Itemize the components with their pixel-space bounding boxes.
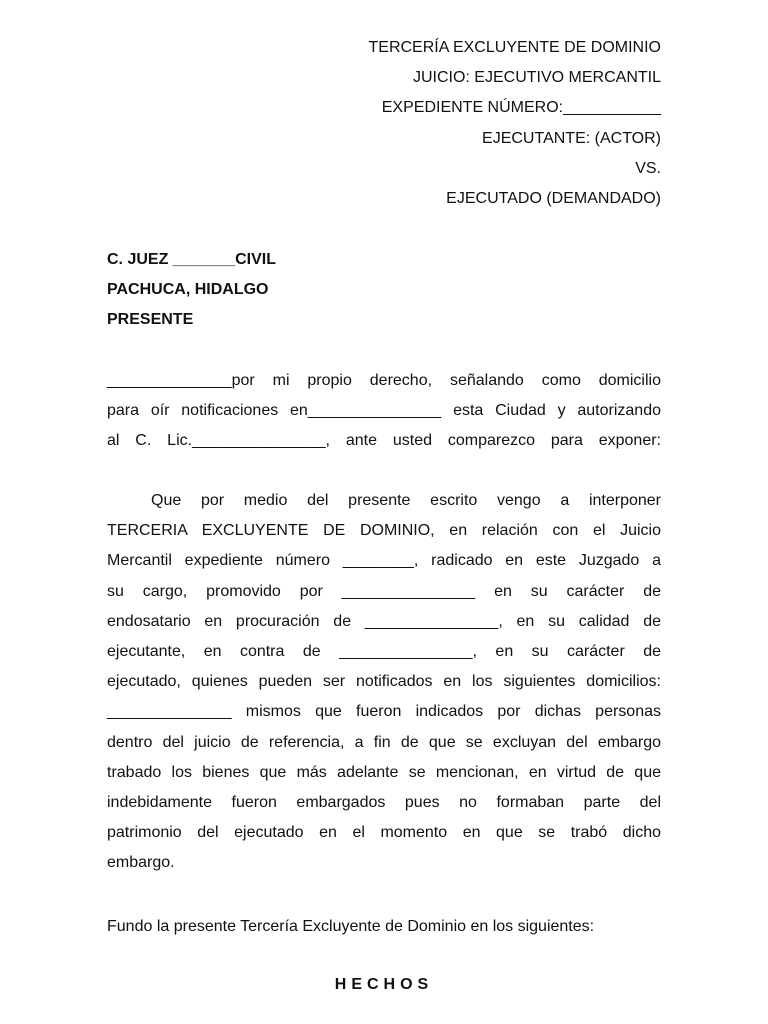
addressee-judge: C. JUEZ _______CIVIL — [107, 251, 276, 268]
header-defendant: EJECUTADO (DEMANDADO) — [446, 189, 661, 207]
paragraph-line: Mercantil expediente número ________, radicado en este Juzgado a — [107, 552, 661, 570]
section-heading-hechos: HECHOS — [334, 976, 434, 993]
paragraph-line: trabado los bienes que más adelante se mencionan, en virtud de que — [107, 763, 661, 781]
intro-paragraph — [107, 366, 661, 457]
paragraph-line: TERCERIA EXCLUYENTE DE DOMINIO, en relación con el Juicio — [107, 522, 661, 540]
paragraph-line: dentro del juicio de referencia, a fin de que se excluyan del embargo — [107, 733, 661, 751]
paragraph-line: su cargo, promovido por _______________ en su carácter de — [107, 582, 661, 600]
grounds-paragraph — [107, 912, 661, 942]
header-plaintiff: EJECUTANTE: (ACTOR) — [482, 129, 661, 147]
paragraph-line: Fundo la presente Tercería Excluyente de Dominio en los siguientes: — [107, 918, 595, 935]
paragraph-line: embargo. — [107, 854, 175, 872]
paragraph-line: indebidamente fueron embargados pues no formaban parte del — [107, 793, 661, 811]
case-header — [107, 33, 661, 214]
paragraph-line: al C. Lic._______________, ante usted comparezco para exponer: — [107, 432, 661, 450]
paragraph-line: ejecutado, quienes pueden ser notificados en los siguientes domicilios: — [107, 673, 661, 691]
paragraph-line: para oír notificaciones en_______________ esta Ciudad y autorizando — [107, 402, 661, 420]
header-file-number: EXPEDIENTE NÚMERO:___________ — [381, 99, 661, 117]
paragraph-line: endosatario en procuración de _______________, en su calidad de — [107, 612, 661, 630]
addressee-city: PACHUCA, HIDALGO — [107, 281, 269, 299]
header-versus: VS. — [635, 159, 661, 177]
header-title: TERCERÍA EXCLUYENTE DE DOMINIO — [368, 39, 661, 56]
addressee-block — [107, 245, 661, 336]
addressee-present: PRESENTE — [107, 311, 194, 329]
paragraph-line: Que por medio del presente escrito vengo a interponer — [151, 492, 661, 509]
paragraph-line: patrimonio del ejecutado en el momento en que se trabó dicho — [107, 824, 661, 842]
paragraph-line: ______________ mismos que fueron indicados por dichas personas — [107, 703, 661, 721]
header-trial-type: JUICIO: EJECUTIVO MERCANTIL — [412, 69, 661, 87]
paragraph-line: ejecutante, en contra de _______________, en su carácter de — [107, 642, 661, 660]
paragraph-line: ______________por mi propio derecho, señalando como domicilio — [107, 372, 661, 389]
body-paragraph — [107, 486, 661, 878]
